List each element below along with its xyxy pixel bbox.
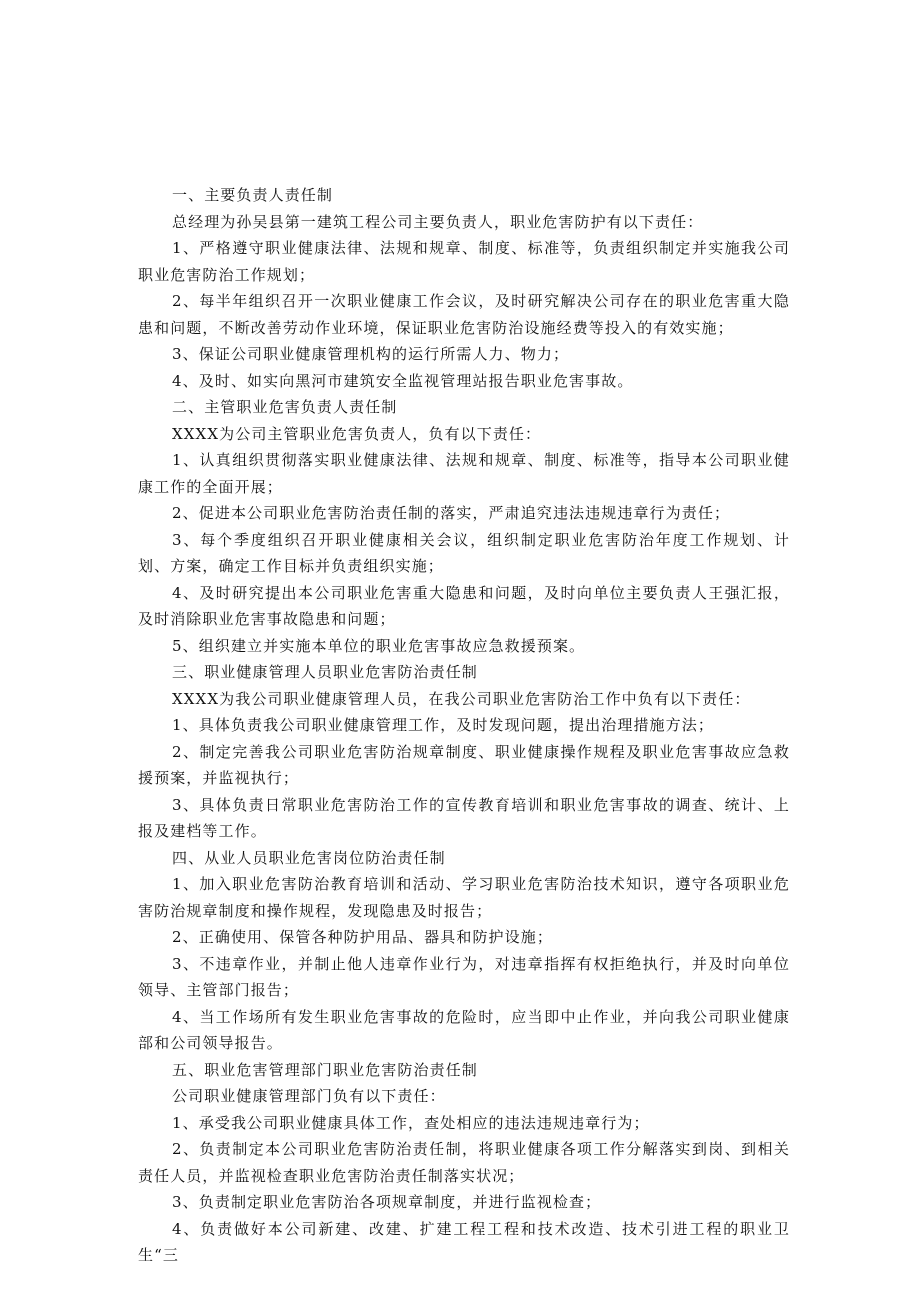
paragraph: 公司职业健康管理部门负有以下责任： — [172, 1087, 446, 1105]
list-item: 2、负责制定本公司职业危害防治责任制，将职业健康各项工作分解落实到岗、到相关责任人员，并监视检查职业危害防治责任制落实状况； — [138, 1140, 790, 1185]
document-body — [138, 182, 790, 1269]
list-item: 4、负责做好本公司新建、改建、扩建工程工程和技术改造、技术引进工程的职业卫生“三 — [138, 1219, 790, 1264]
list-item: 1、加入职业危害防治教育培训和活动、学习职业危害防治技术知识，遵守各项职业危害防治规章制度和操作规程，发现隐患及时报告； — [138, 875, 790, 920]
paragraph: XXXX为公司主管职业危害负责人，负有以下责任： — [172, 424, 542, 443]
list-item: 2、制定完善我公司职业危害防治规章制度、职业健康操作规程及职业危害事故应急救援预案，并监视执行； — [138, 742, 790, 787]
list-item: 1、严格遵守职业健康法律、法规和规章、制度、标准等，负责组织制定并实施我公司职业危害防治工作规划； — [138, 239, 790, 284]
list-item: 2、促进本公司职业危害防治责任制的落实，严肃追究违法违规违章行为责任； — [172, 504, 731, 522]
list-item: 3、每个季度组织召开职业健康相关会议，组织制定职业危害防治年度工作规划、计划、方案，确定工作目标并负责组织实施； — [138, 530, 790, 575]
list-item: 4、及时、如实向黑河市建筑安全监视管理站报告职业危害事故。 — [172, 371, 634, 390]
list-item: 3、负责制定职业危害防治各项规章制度，并进行监视检查； — [172, 1193, 602, 1211]
list-item: 5、组织建立并实施本单位的职业危害事故应急救援预案。 — [172, 636, 586, 655]
section-heading-2: 二、主管职业危害负责人责任制 — [172, 398, 398, 416]
list-item: 4、及时研究提出本公司职业危害重大隐患和问题，及时向单位主要负责人王强汇报，及时消除职业危害事故隐患和问题； — [138, 583, 790, 628]
list-item: 2、每半年组织召开一次职业健康工作会议，及时研究解决公司存在的职业危害重大隐患和问题，不断改善劳动作业环境，保证职业危害防治设施经费等投入的有效实施； — [138, 292, 790, 337]
section-heading-5: 五、职业危害管理部门职业危害防治责任制 — [172, 1060, 478, 1079]
list-item: 1、具体负责我公司职业健康管理工作，及时发现问题，提出治理措施方法； — [172, 716, 714, 734]
list-item: 3、保证公司职业健康管理机构的运行所需人力、物力； — [172, 345, 570, 363]
list-item: 3、具体负责日常职业危害防治工作的宣传教育培训和职业危害事故的调查、统计、上报及建档等工作。 — [138, 795, 790, 840]
list-item: 2、正确使用、保管各种防护用品、器具和防护设施； — [172, 928, 553, 946]
list-item: 3、不违章作业，并制止他人违章作业行为，对违章指挥有权拒绝执行，并及时向单位领导、主管部门报告； — [138, 954, 790, 999]
section-heading-3: 三、职业健康管理人员职业危害防治责任制 — [172, 663, 478, 681]
list-item: 1、承受我公司职业健康具体工作，查处相应的违法违规违章行为； — [172, 1113, 650, 1132]
paragraph: XXXX为我公司职业健康管理人员，在我公司职业危害防治工作中负有以下责任： — [172, 689, 751, 708]
section-heading-4: 四、从业人员职业危害岗位防治责任制 — [172, 848, 446, 867]
list-item: 4、当工作场所有发生职业危害事故的危险时，应当即中止作业，并向我公司职业健康部和公司领导报告。 — [138, 1007, 790, 1052]
paragraph: 总经理为孙吴县第一建筑工程公司主要负责人，职业危害防护有以下责任： — [172, 212, 704, 231]
list-item: 1、认真组织贯彻落实职业健康法律、法规和规章、制度、标准等，指导本公司职业健康工作的全面开展； — [138, 451, 790, 496]
section-heading-1: 一、主要负责人责任制 — [172, 186, 334, 204]
